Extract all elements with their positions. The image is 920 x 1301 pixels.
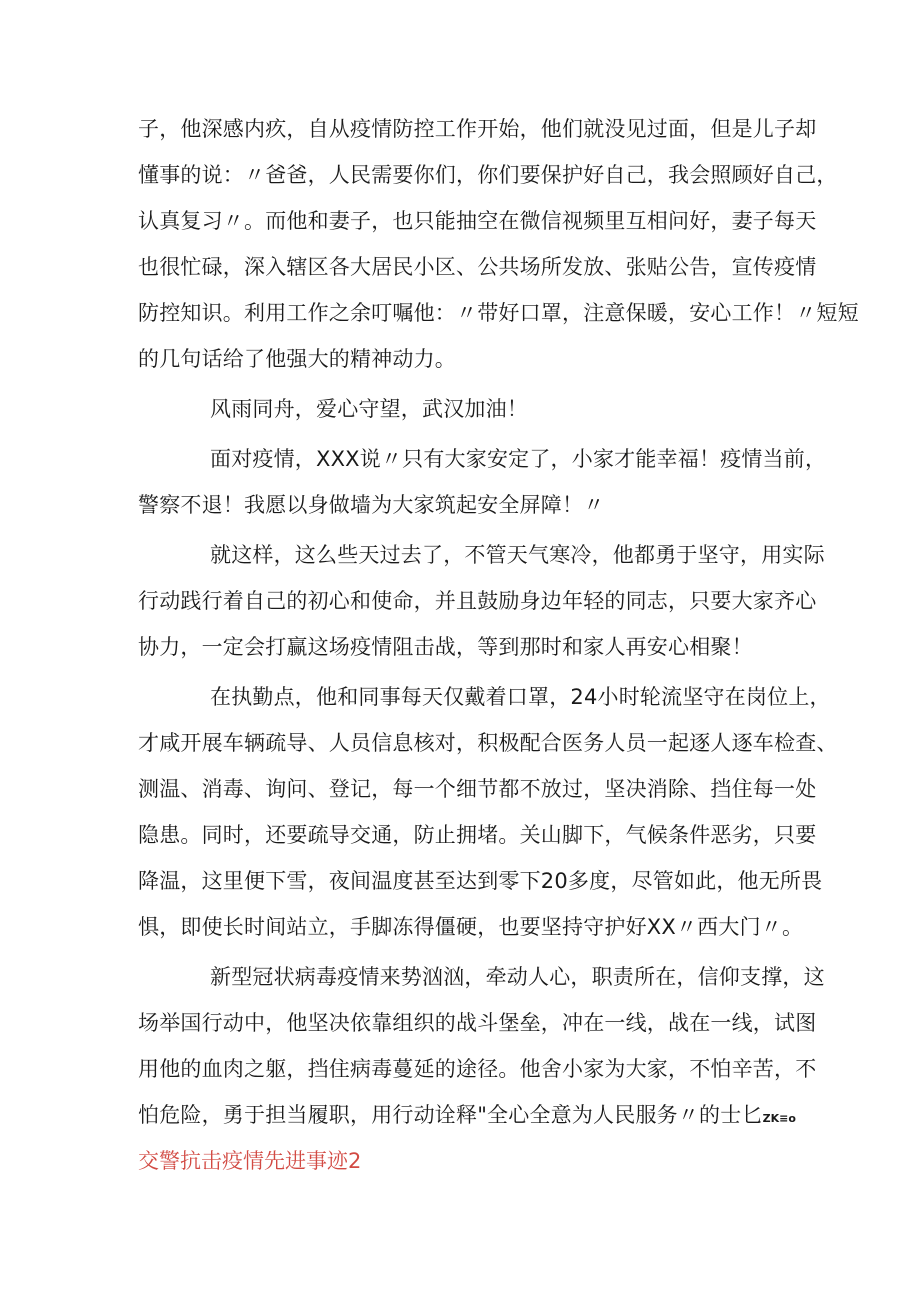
paragraph-line: 行动践行着自己的初心和使命，并且鼓励身边年轻的同志，只要大家齐心	[138, 589, 817, 613]
paragraph-line: 警察不退！我愿以身做墙为大家筑起安全屏障！〃	[138, 493, 605, 517]
paragraph-line: 也很忙碌，深入辖区各大居民小区、公共场所发放、张贴公告，宣传疫情	[138, 255, 817, 279]
paragraph-line: 懂事的说：〃爸爸，人民需要你们，你们要保护好自己，我会照顾好自己，	[138, 163, 838, 187]
paragraph-line: 新型冠状病毒疫情来势汹汹，牵动人心，职责所在，信仰支撑，这	[210, 965, 825, 989]
paragraph-line: 用他的血肉之躯，挡住病毒蔓延的途径。他舍小家为大家，不怕辛苦，不	[138, 1057, 817, 1081]
paragraph-line: 防控知识。利用工作之余叮嘱他：〃带好口罩，注意保暖，安心工作！〃短短	[138, 301, 859, 325]
paragraph-line: 风雨同舟，爱心守望，武汉加油！	[210, 397, 528, 421]
paragraph-line: 降温，这里便下雪，夜间温度甚至达到零下20多度，尽管如此，他无所畏	[138, 869, 823, 893]
paragraph-line: 子，他深感内疚，自从疫情防控工作开始，他们就没见过面，但是儿子却	[138, 117, 817, 141]
section-heading: 交警抗击疫情先进事迹2	[138, 1149, 362, 1173]
paragraph-line: 面对疫情，XXX说〃只有大家安定了，小家才能幸福！疫情当前，	[210, 447, 827, 471]
paragraph-line-text: 怕危险，勇于担当履职，用行动诠释"全心全意为人民服务〃的士匕	[138, 1103, 763, 1127]
paragraph-line: 隐患。同时，还要疏导交通，防止拥堵。关山脚下，气候条件恶劣，只要	[138, 823, 817, 847]
paragraph-line	[138, 1100, 796, 1134]
paragraph-line: 才咸开展车辆疏导、人员信息核对，积极配合医务人员一起逐人逐车检查、	[138, 731, 838, 755]
paragraph-line: 惧，即使长时间站立，手脚冻得僵硬，也要坚持守护好XX〃西大门〃。	[138, 915, 804, 939]
paragraph-line: 在执勤点，他和同事每天仅戴着口罩，24小时轮流坚守在岗位上，	[210, 685, 831, 709]
paragraph-line: 测温、消毒、询问、登记，每一个细节都不放过，坚决消除、挡住每一处	[138, 777, 817, 801]
paragraph-line: 的几句话给了他强大的精神动力。	[138, 347, 456, 371]
paragraph-line: 就这样，这么些天过去了，不管天气寒冷，他都勇于坚守，用实际	[210, 543, 825, 567]
paragraph-line: 协力，一定会打赢这场疫情阻击战，等到那时和家人再安心相聚！	[138, 635, 753, 659]
paragraph-line: 场举国行动中，他坚决依靠组织的战斗堡垒，冲在一线，战在一线，试图	[138, 1011, 817, 1035]
tail-fragment: ZK≡o	[762, 1112, 796, 1125]
paragraph-line: 认真复习〃。而他和妻子，也只能抽空在微信视频里互相问好，妻子每天	[138, 209, 817, 233]
